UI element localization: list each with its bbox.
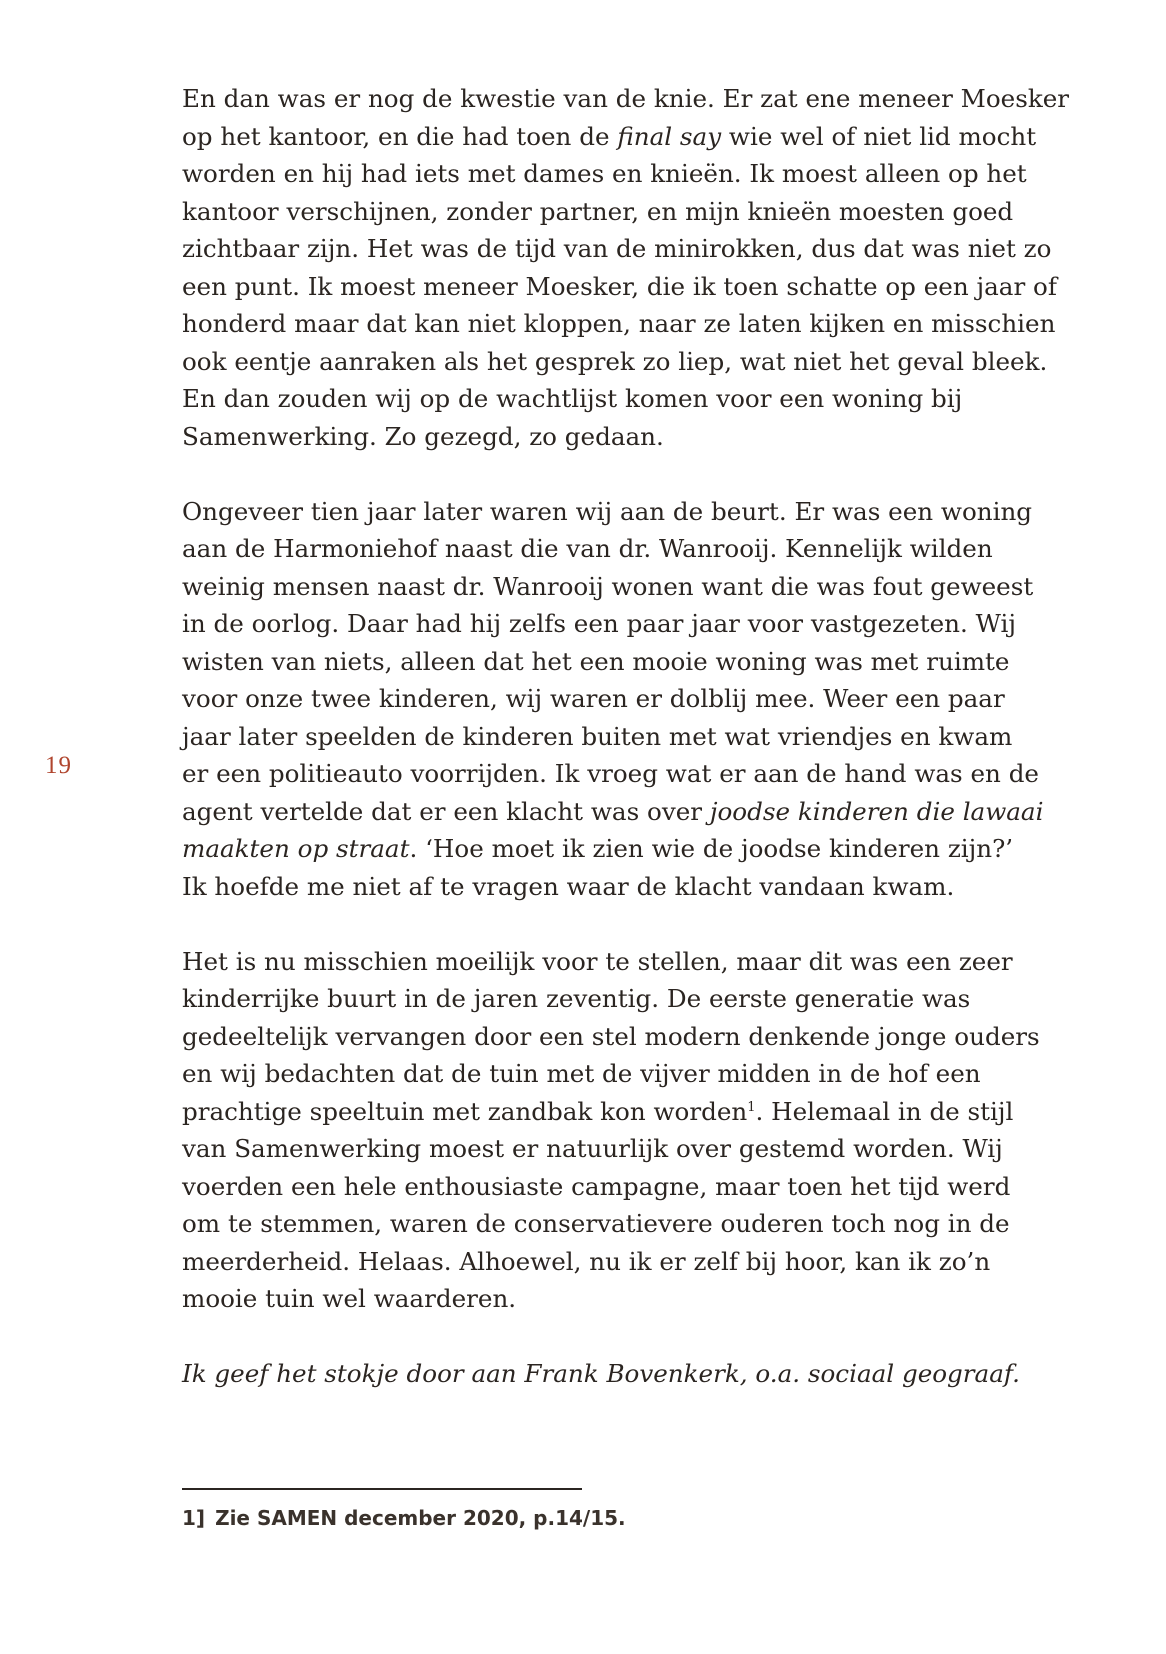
text-line: weinig mensen naast dr. Wanrooij wonen want die was fout geweest	[182, 571, 1034, 601]
text-line: meerderheid. Helaas. Alhoewel, nu ik er zelf bij hoor, kan ik zo’n	[182, 1246, 991, 1276]
text-line: En dan zouden wij op de wachtlijst komen voor een woning bij	[182, 384, 963, 413]
text-line: Ongeveer tien jaar later waren wij aan de beurt. Er was een woning	[182, 496, 1033, 526]
text-line: jaar later speelden de kinderen buiten met wat vriendjes en kwam	[182, 721, 1013, 751]
text-line: kinderrijke buurt in de jaren zeventig. De eerste generatie was	[182, 984, 971, 1013]
footnote-marker: 1]	[182, 1506, 206, 1530]
text-line: aan de Harmoniehof naast die van dr. Wanrooij. Kennelijk wilden	[182, 534, 993, 563]
text-line: maakten op straat. ‘Hoe moet ik zien wie de joodse kinderen zijn?’	[182, 834, 1014, 863]
text-line: op het kantoor, en die had toen de final say wie wel of niet lid mocht	[182, 121, 1037, 151]
italic-phrase: joodse kinderen die lawaai	[709, 796, 1044, 826]
text-line: voor onze twee kinderen, wij waren er dolblij mee. Weer een paar	[182, 684, 1005, 713]
italic-phrase: maakten op straat	[182, 834, 410, 863]
text-line: mooie tuin wel waarderen.	[182, 1284, 517, 1313]
text-line: ook eentje aanraken als het gesprek zo liep, wat niet het geval bleek.	[182, 346, 1048, 376]
text-line: agent vertelde dat er een klacht was over joodse kinderen die lawaai	[182, 796, 1044, 826]
article-body	[182, 80, 1082, 1393]
text-line: Het is nu misschien moeilijk voor te stellen, maar dit was een zeer	[182, 946, 1013, 976]
text-line: honderd maar dat kan niet kloppen, naar ze laten kijken en misschien	[182, 309, 1056, 338]
text-line: Samenwerking. Zo gezegd, zo gedaan.	[182, 421, 664, 451]
text-line: gedeeltelijk vervangen door een stel modern denkende jonge ouders	[182, 1021, 1040, 1051]
text-line: zichtbaar zijn. Het was de tijd van de minirokken, dus dat was niet zo	[182, 234, 1052, 263]
text-line: prachtige speeltuin met zandbak kon worden$^1$. Helemaal in de stijl	[182, 1096, 1014, 1126]
text-line: worden en hij had iets met dames en knieën. Ik moest alleen op het	[182, 159, 1027, 188]
paragraph-1	[182, 80, 1082, 455]
footnote-reference[interactable]: 1	[747, 1099, 756, 1115]
footnote-divider	[182, 1488, 582, 1490]
page-number: 19	[45, 752, 72, 779]
text-line: om te stemmen, waren de conservatievere ouderen toch nog in de	[182, 1209, 1010, 1238]
text-line: kantoor verschijnen, zonder partner, en mijn knieën moesten goed	[182, 196, 1014, 226]
footnote-text: Zie SAMEN december 2020, p.14/15.	[215, 1506, 626, 1530]
text-line: En dan was er nog de kwestie van de knie. Er zat ene meneer Moesker	[182, 84, 1070, 113]
paragraph-3	[182, 943, 1082, 1318]
text-line: er een politieauto voorrijden. Ik vroeg wat er aan de hand was en de	[182, 759, 1039, 788]
text-line: van Samenwerking moest er natuurlijk over gestemd worden. Wij	[182, 1134, 1003, 1163]
paragraph-2	[182, 493, 1082, 906]
text-line: wisten van niets, alleen dat het een mooie woning was met ruimte	[182, 646, 1010, 676]
text-line: voerden een hele enthousiaste campagne, maar toen het tijd werd	[182, 1171, 1011, 1201]
italic-phrase: final say	[617, 121, 722, 151]
closing-text: Ik geef het stokje door aan Frank Bovenkerk, o.a. sociaal geograaf.	[182, 1359, 1020, 1388]
footnote	[182, 1506, 626, 1530]
text-line: en wij bedachten dat de tuin met de vijver midden in de hof een	[182, 1059, 981, 1088]
closing-line	[182, 1355, 1082, 1393]
text-line: Ik hoefde me niet af te vragen waar de klacht vandaan kwam.	[182, 871, 955, 901]
text-line: een punt. Ik moest meneer Moesker, die ik toen schatte op een jaar of	[182, 271, 1057, 301]
text-line: in de oorlog. Daar had hij zelfs een paar jaar voor vastgezeten. Wij	[182, 609, 1016, 638]
